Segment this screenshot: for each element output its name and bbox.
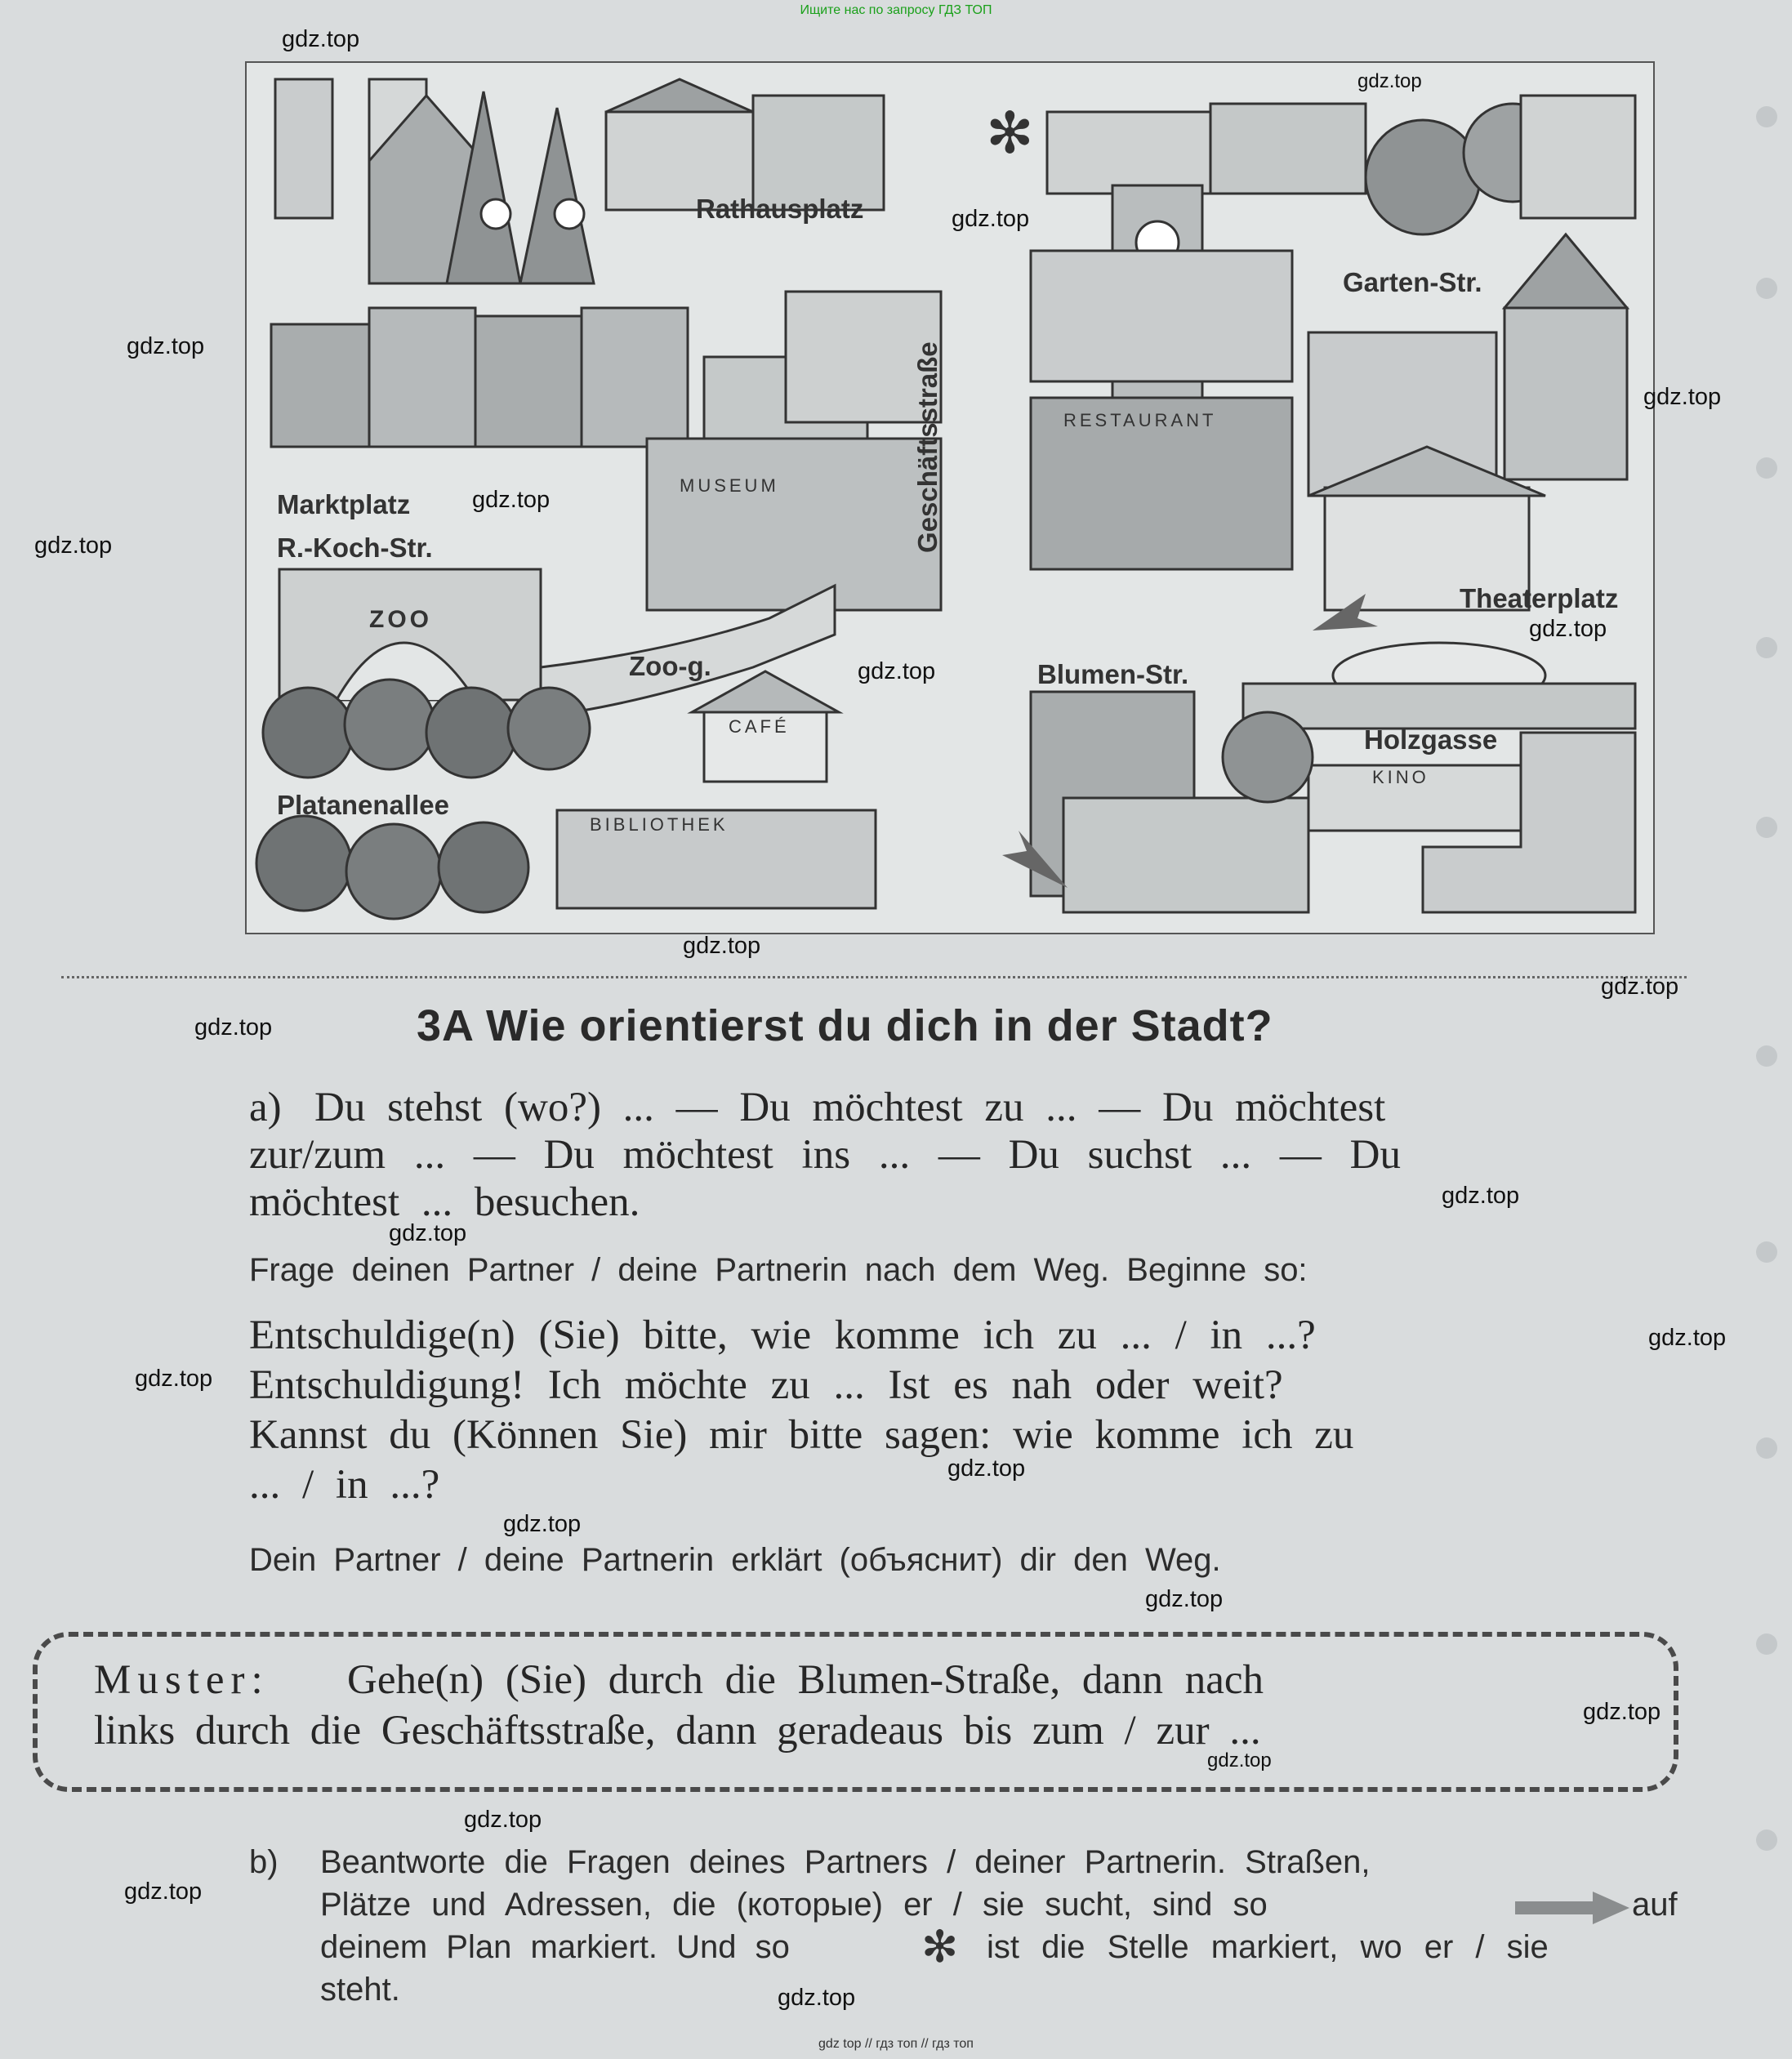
part-b-line-1: Beantworte die Fragen deines Partners / deiner Partnerin. Straßen,: [320, 1844, 1371, 1880]
part-a-line-1: Du stehst (wo?) ... — Du möchtest zu ... — Du möchtest: [314, 1085, 1386, 1130]
margin-dot: [1756, 1633, 1777, 1655]
part-a-line-2: zur/zum ... — Du möchtest ins ... — Du suchst ... — Du: [249, 1132, 1401, 1178]
svg-text:✻: ✻: [986, 100, 1034, 167]
watermark: gdz.top: [472, 487, 551, 513]
watermark: gdz.top: [1145, 1586, 1224, 1612]
muster-line-1: Gehe(n) (Sie) durch die Blumen-Straße, dann nach: [347, 1657, 1264, 1703]
part-b-line-4: steht.: [320, 1972, 400, 2008]
muster-label: Muster:: [94, 1657, 270, 1703]
map-label-zoo-g: Zoo-g.: [629, 651, 711, 681]
asterisk-marker-icon: ✻: [921, 1921, 959, 1972]
museum-sign: MUSEUM: [680, 475, 779, 496]
city-map-illustration: [247, 63, 1653, 933]
watermark: gdz.top: [1442, 1183, 1520, 1209]
bibliothek-sign: BIBLIOTHEK: [590, 814, 729, 835]
map-label-marktplatz: Marktplatz: [277, 489, 411, 519]
margin-dot: [1756, 106, 1777, 127]
margin-dot: [1756, 817, 1777, 838]
watermark: gdz.top: [282, 26, 360, 52]
question-line-1: Entschuldige(n) (Sie) bitte, wie komme ich zu ... / in ...?: [249, 1313, 1316, 1358]
watermark: gdz.top: [503, 1511, 582, 1537]
watermark: gdz.top: [1207, 1749, 1272, 1772]
margin-dot: [1756, 1437, 1777, 1459]
cafe-sign: CAFÉ: [729, 716, 790, 737]
map-label-theaterplatz: Theaterplatz: [1460, 583, 1619, 613]
watermark: gdz.top: [1357, 70, 1422, 92]
watermark: gdz.top: [1601, 974, 1679, 1000]
watermark: gdz.top: [1648, 1325, 1727, 1351]
margin-dot: [1756, 1829, 1777, 1851]
question-line-2: Entschuldigung! Ich möchte zu ... Ist es nah oder weit?: [249, 1362, 1283, 1408]
question-line-3: Kannst du (Können Sie) mir bitte sagen: wie komme ich zu: [249, 1412, 1354, 1458]
watermark: gdz.top: [127, 333, 205, 359]
watermark: gdz.top: [389, 1220, 467, 1246]
part-b-line-2b: auf: [1632, 1887, 1678, 1923]
part-b-line-3a: deinem Plan markiert. Und so: [320, 1929, 790, 1965]
map-label-garten-str: Garten-Str.: [1343, 267, 1482, 297]
muster-line-2: links durch die Geschäftsstraße, dann geradeaus bis zum / zur ...: [94, 1708, 1261, 1754]
watermark: gdz.top: [124, 1879, 203, 1905]
margin-dot: [1756, 278, 1777, 299]
part-a-label: a): [249, 1085, 282, 1130]
watermark: gdz.top: [135, 1366, 213, 1392]
watermark: gdz.top: [858, 658, 936, 684]
kino-sign: KINO: [1372, 767, 1429, 787]
watermark: gdz.top: [778, 1985, 856, 2011]
map-label-rathausplatz: Rathausplatz: [696, 194, 864, 224]
watermark: gdz.top: [1643, 384, 1722, 410]
map-label-geschaeftsstrasse: Geschäftsstraße: [912, 341, 943, 553]
map-label-platanenallee: Platanenallee: [277, 790, 449, 820]
arrow-marker-icon: [1515, 1892, 1629, 1924]
zoo-sign: ZOO: [369, 606, 432, 633]
map-label-holzgasse: Holzgasse: [1364, 724, 1498, 755]
watermark: gdz.top: [947, 1455, 1026, 1482]
divider: [61, 976, 1687, 978]
watermark: gdz.top: [683, 933, 761, 959]
map-label-blumen-str: Blumen-Str.: [1037, 659, 1189, 689]
watermark: gdz.top: [1583, 1699, 1661, 1725]
exercise-heading: 3A Wie orientierst du dich in der Stadt?: [417, 1001, 1273, 1050]
margin-dot: [1756, 1045, 1777, 1067]
part-b-line-3b: ist die Stelle markiert, wo er / sie: [987, 1929, 1549, 1965]
bottom-note: gdz top // гдз топ // гдз топ: [818, 2037, 974, 2051]
watermark: gdz.top: [464, 1807, 542, 1833]
part-b-label: b): [249, 1844, 279, 1880]
instruction-partner-explains: Dein Partner / deine Partnerin erklärt (объяснит) dir den Weg.: [249, 1542, 1221, 1578]
margin-dot: [1756, 1241, 1777, 1263]
margin-dot: [1756, 457, 1777, 479]
question-line-4: ... / in ...?: [249, 1462, 440, 1508]
part-b-line-2a: Plätze und Adressen, die (которые) er / sie sucht, sind so: [320, 1887, 1268, 1923]
instruction-ask-way: Frage deinen Partner / deine Partnerin nach dem Weg. Beginne so:: [249, 1252, 1308, 1288]
restaurant-sign: RESTAURANT: [1063, 410, 1217, 430]
map-label-koch-str: R.-Koch-Str.: [277, 533, 433, 563]
margin-dot: [1756, 637, 1777, 658]
city-map: [245, 61, 1655, 934]
watermark: gdz.top: [34, 533, 113, 559]
part-a-line-3: möchtest ... besuchen.: [249, 1179, 640, 1225]
watermark: gdz.top: [194, 1014, 273, 1041]
watermark: gdz.top: [952, 206, 1030, 232]
top-note: Ищите нас по запросу ГДЗ ТОП: [800, 3, 992, 17]
watermark: gdz.top: [1529, 616, 1607, 642]
